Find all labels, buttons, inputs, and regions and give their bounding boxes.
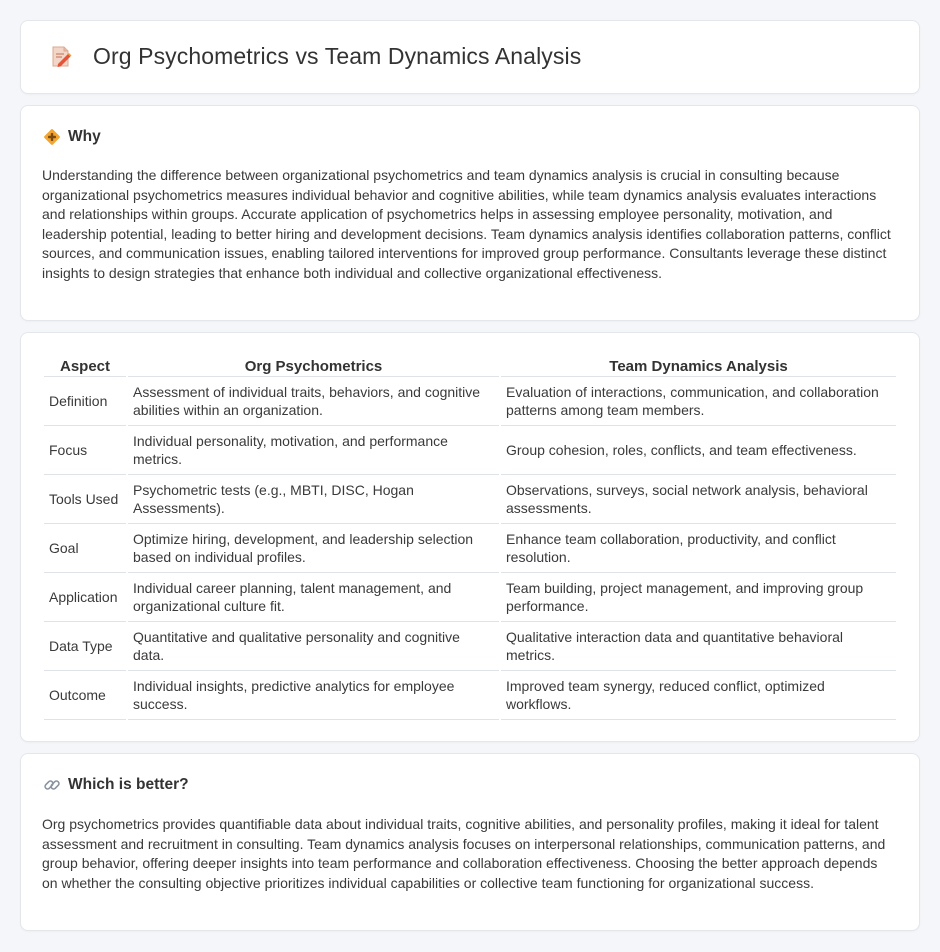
header-card [20,20,920,94]
why-text: Understanding the difference between organizational psychometrics and team dynamics analysis is crucial in consulting because organizational psychometrics measures individual behavior and cognitive abilities, while team dynamics analysis evaluates interactions and relationships within groups. Accurate application of psychometrics helps in assessing employee personality, motivation, and leadership potential, leading to better hiring and development decisions. Team dynamics analysis identifies collaboration patterns, conflict sources, and communication issues, enabling tailored interventions for improved group performance. Consultants leverage these distinct insights to design strategies that enhance both individual and collective organizational effectiveness. [42,167,891,281]
header-org-psychometrics: Org Psychometrics [128,353,499,377]
org-cell: Assessment of individual traits, behaviors, and cognitive abilities within an organization. [128,377,499,426]
org-cell: Optimize hiring, development, and leadership selection based on individual profiles. [128,524,499,573]
comparison-table [42,353,898,720]
better-heading: Which is better? [68,776,189,793]
aspect-cell: Focus [44,426,126,475]
link-icon [43,776,61,794]
table-row [44,426,896,475]
table-row [44,671,896,720]
team-cell: Improved team synergy, reduced conflict, optimized workflows. [501,671,896,720]
org-cell: Psychometric tests (e.g., MBTI, DISC, Hogan Assessments). [128,475,499,524]
team-cell: Qualitative interaction data and quantitative behavioral metrics. [501,622,896,671]
table-row [44,622,896,671]
better-header [43,776,189,794]
better-text: Org psychometrics provides quantifiable data about individual traits, cognitive abilities, and personality profiles, making it ideal for talent assessment and recruitment in consulting. Team dynamics analysis focuses on interpersonal relationships, communication patterns, and group behavior, offering deeper insights into team performance and collaboration effectiveness. Choosing the better approach depends on whether the consulting objective prioritizes individual capabilities or collective team functioning for organizational success. [42,816,886,891]
org-cell: Quantitative and qualitative personality and cognitive data. [128,622,499,671]
title-row [49,43,581,70]
header-aspect: Aspect [44,353,126,377]
document-pencil-icon [49,45,73,69]
aspect-cell: Definition [44,377,126,426]
table-row [44,524,896,573]
aspect-cell: Application [44,573,126,622]
org-cell: Individual personality, motivation, and performance metrics. [128,426,499,475]
team-cell: Observations, surveys, social network analysis, behavioral assessments. [501,475,896,524]
table-row [44,475,896,524]
aspect-cell: Data Type [44,622,126,671]
page-title: Org Psychometrics vs Team Dynamics Analysis [93,43,582,69]
header-team-dynamics: Team Dynamics Analysis [501,353,896,377]
table-row [44,573,896,622]
why-section [20,105,920,321]
aspect-cell: Tools Used [44,475,126,524]
team-cell: Evaluation of interactions, communication, and collaboration patterns among team members. [501,377,896,426]
org-cell: Individual career planning, talent management, and organizational culture fit. [128,573,499,622]
team-cell: Enhance team collaboration, productivity, and conflict resolution. [501,524,896,573]
team-cell: Team building, project management, and improving group performance. [501,573,896,622]
org-cell: Individual insights, predictive analytics for employee success. [128,671,499,720]
table-row [44,377,896,426]
which-better-section [20,753,920,931]
table-header-row [44,353,896,377]
comparison-section [20,332,920,742]
aspect-cell: Outcome [44,671,126,720]
aspect-cell: Goal [44,524,126,573]
why-header [43,128,101,146]
diamond-sign-icon [43,128,61,146]
why-heading: Why [68,128,101,145]
team-cell: Group cohesion, roles, conflicts, and team effectiveness. [501,426,896,475]
